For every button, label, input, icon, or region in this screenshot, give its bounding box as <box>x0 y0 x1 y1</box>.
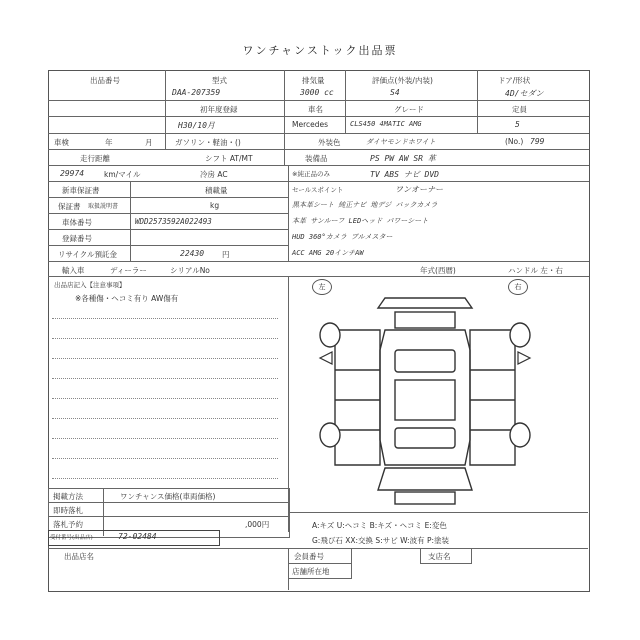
door-label: ドア/形状 <box>498 76 531 85</box>
lowest-label: 即時落札 <box>53 506 83 515</box>
store-label: 出品店名 <box>64 552 94 561</box>
comment-line <box>52 378 278 379</box>
address-label: 店舗所在地 <box>292 567 330 576</box>
month-label: 月 <box>145 138 153 147</box>
car-name-label: 車名 <box>308 105 323 114</box>
comment-line <box>52 318 278 319</box>
comment-line <box>52 358 278 359</box>
comments-label: 出品店記入【注意事項】 <box>54 281 126 289</box>
divider <box>48 149 589 150</box>
sales-point-line4: HUD 360°カメラ ブルメスター <box>292 233 393 241</box>
yen-unit: 円 <box>222 250 230 259</box>
divider <box>48 276 589 277</box>
equipment-label: 装備品 <box>305 154 328 163</box>
mileage-label: 走行距離 <box>80 154 110 163</box>
equipment-value: PS PW AW SR 革 <box>370 154 436 163</box>
sales-point-line3: 本革 サンルーフ LEDヘッド パワーシート <box>292 217 429 225</box>
col-divider <box>345 70 346 133</box>
mileage-unit: km/マイル <box>104 170 141 179</box>
col-divider <box>130 181 131 261</box>
exterior-color-label: 外装色 <box>318 138 341 147</box>
model-label: 型式 <box>212 76 227 85</box>
load-label: 積載量 <box>205 186 228 195</box>
year-type-label: 年式(西暦) <box>420 266 456 275</box>
fuel-label: ガソリン・軽油・() <box>175 138 241 147</box>
col-divider <box>165 70 166 149</box>
divider <box>48 197 288 198</box>
sales-point-label: セールスポイント <box>292 186 344 194</box>
serial-label: シリアルNo <box>170 266 210 275</box>
method-label: 掲載方法 <box>53 492 83 501</box>
divider <box>48 516 288 517</box>
divider <box>48 100 589 101</box>
sales-point-line2: 黒本革シート 純正ナビ 地デジ バックカメラ <box>292 201 438 209</box>
displacement-value: 3000 cc <box>300 88 334 97</box>
divider <box>48 502 288 503</box>
dealer-label: ディーラー <box>110 266 147 275</box>
divider <box>48 229 288 230</box>
wheel-rear-right <box>510 423 530 447</box>
first-reg-value: H30/10月 <box>178 121 215 130</box>
displacement-label: 排気量 <box>302 76 325 85</box>
left-side-label: 左 <box>312 279 332 295</box>
start-value: ,000円 <box>245 520 270 529</box>
form-title: ワンチャンストック出品票 <box>242 44 398 57</box>
legend-line1: A:キズ U:ヘコミ B:キズ・ヘコミ E:変色 <box>312 521 447 530</box>
sales-point-line5: ACC AMG 20インチAW <box>292 249 364 257</box>
door-value: 4D/セダン <box>505 89 544 98</box>
car-damage-diagram <box>300 290 550 510</box>
year-label: 年 <box>105 138 113 147</box>
seats-value: 5 <box>515 120 520 129</box>
divider <box>48 213 288 214</box>
comment-line <box>52 338 278 339</box>
front-bumper-shape <box>378 298 472 308</box>
reg-no-label: 登録番号 <box>62 234 92 243</box>
wheel-rear-left <box>320 423 340 447</box>
comment-line <box>52 418 278 419</box>
divider <box>48 116 589 117</box>
ac-label: 冷房 AC <box>200 170 228 179</box>
equipment-value-2: TV ABS ナビ DVD <box>370 170 439 179</box>
member-no-label: 会員番号 <box>294 552 324 561</box>
start-label: 落札予約 <box>53 520 83 529</box>
member-small-label: 受付番号(出品店) <box>50 535 93 541</box>
score-label: 評価点(外装/内装) <box>372 76 433 85</box>
recycle-label: リサイクル預託金 <box>58 250 117 259</box>
wheel-front-left <box>320 323 340 347</box>
grade-value: CLS450 4MATIC AMG <box>350 120 422 128</box>
method-value: ワンチャンス価格(車両価格) <box>120 492 216 501</box>
seats-label: 定員 <box>512 105 527 114</box>
inspection-label: 車検 <box>54 138 69 147</box>
chassis-label: 車体番号 <box>62 218 92 227</box>
wheel-front-right <box>510 323 530 347</box>
exterior-color-value: ダイヤモンドホワイト <box>366 138 436 146</box>
sales-point-line1: ワンオーナー <box>395 185 443 194</box>
col-divider <box>477 70 478 133</box>
comment-line <box>52 438 278 439</box>
comments-line1: ※各種傷・ヘコミ有り AW傷有 <box>75 294 179 303</box>
color-no-value: 799 <box>530 137 545 146</box>
grade-label: グレード <box>394 105 424 114</box>
comment-line <box>52 478 278 479</box>
kg-unit: kg <box>210 201 220 210</box>
member-value: 72-02484 <box>118 532 157 541</box>
car-name-value: Mercedes <box>292 120 329 129</box>
warranty-label: 保証書 <box>58 202 81 211</box>
col-divider <box>284 70 285 165</box>
model-value: DAA-207359 <box>172 88 221 97</box>
right-side-label: 右 <box>508 279 528 295</box>
col-divider <box>103 488 104 536</box>
comment-line <box>52 458 278 459</box>
divider <box>48 245 288 246</box>
first-reg-label: 初年度登録 <box>200 105 238 114</box>
recycle-value: 22430 <box>180 249 205 258</box>
chassis-value: WDD2573592A022493 <box>135 217 212 226</box>
new-car-warranty-label: 新車保証書 <box>62 186 100 195</box>
handle-label: ハンドル 左・右 <box>508 266 563 275</box>
mileage-value: 29974 <box>60 169 85 178</box>
import-label: 輸入車 <box>62 266 85 275</box>
score-value: S4 <box>390 88 400 97</box>
branch-label: 支店名 <box>428 552 451 561</box>
shift-label: シフト AT/MT <box>205 154 253 163</box>
divider <box>288 512 588 513</box>
color-no-label: (No.) <box>505 137 524 146</box>
equipment-note: ※純正品のみ <box>292 170 330 178</box>
legend-line2: G:飛び石 XX:交換 S:サビ W:波有 P:塗装 <box>312 536 450 545</box>
warranty-sub: 取扱説明書 <box>88 203 119 210</box>
comment-line <box>52 398 278 399</box>
divider <box>48 261 589 262</box>
divider <box>48 133 589 134</box>
lot-no-label: 出品番号 <box>90 76 120 85</box>
